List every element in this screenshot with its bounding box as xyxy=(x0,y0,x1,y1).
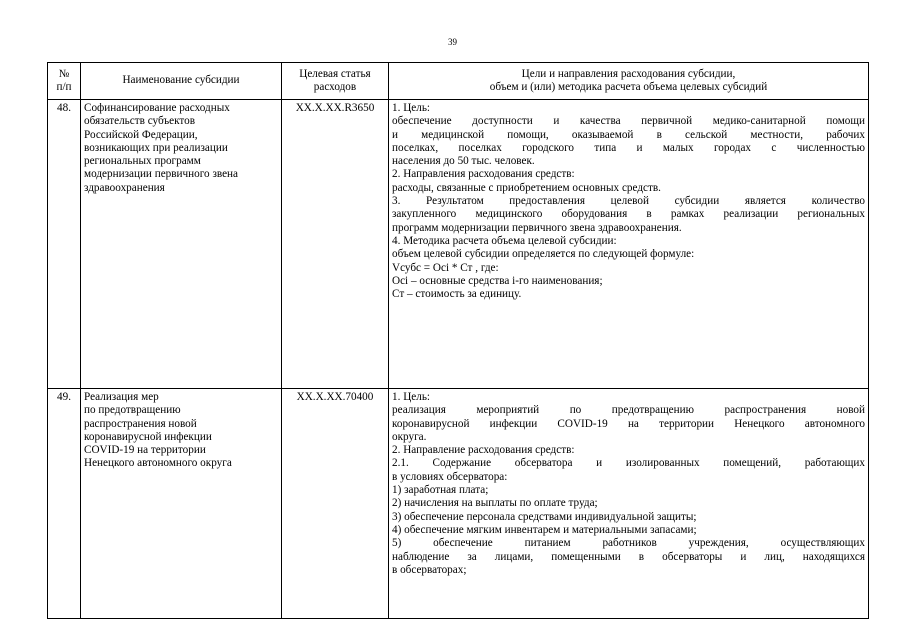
goal-text-line: 4. Методика расчета объема целевой субсидии: xyxy=(392,234,617,247)
header-goals-line: объем и (или) методика расчета объема целевых субсидий xyxy=(489,81,768,93)
expense-code: ХХ.Х.ХХ.R3650 xyxy=(282,100,389,389)
goals-cell xyxy=(389,100,869,389)
subsidy-name-line: по предотвращению xyxy=(84,404,181,417)
subsidy-name xyxy=(81,389,282,619)
goals-cell xyxy=(389,389,869,619)
header-name xyxy=(81,63,282,100)
table-header-row xyxy=(48,63,869,100)
subsidy-name-line: возникающих при реализации xyxy=(84,141,228,154)
header-num-line: п/п xyxy=(56,81,72,93)
subsidy-name xyxy=(81,100,282,389)
header-num-line: № xyxy=(58,67,70,80)
goal-text-line: 4) обеспечение мягким инвентарем и материальными запасами; xyxy=(392,523,697,536)
goal-text-line: 2. Направление расходования средств: xyxy=(392,444,575,457)
header-code xyxy=(282,63,389,100)
goal-text-line: 5) обеспечение питанием работников учреждения, осуществляющих xyxy=(392,537,865,550)
subsidy-name-line: Софинансирование расходных xyxy=(84,102,230,114)
table-row xyxy=(48,100,869,389)
header-goals xyxy=(389,63,869,100)
goal-text-line: в обсерваторах; xyxy=(392,563,467,576)
subsidy-name-line: региональных программ xyxy=(84,155,201,168)
goal-text-line: Ст – стоимость за единицу. xyxy=(392,288,522,301)
goal-text-line: 3) обеспечение персонала средствами индивидуальной защиты; xyxy=(392,510,697,523)
subsidy-name-line: распространения новой xyxy=(84,417,197,430)
subsidy-name-line: COVID-19 на территории xyxy=(84,444,206,457)
goal-text-line: в условиях обсерватора: xyxy=(392,470,508,483)
goal-text-line: наблюдение за лицами, помещенными в обсерваторы и лиц, находящихся xyxy=(392,550,865,563)
header-num xyxy=(48,63,81,100)
goal-text-line: закупленного медицинского оборудования в рамках реализации региональных xyxy=(392,208,865,221)
table-row xyxy=(48,389,869,619)
subsidy-name-line: здравоохранения xyxy=(84,181,165,194)
header-goals-line: Цели и направления расходования субсидии, xyxy=(521,67,736,80)
header-name-label: Наименование субсидии xyxy=(122,74,240,87)
subsidy-name-line: Реализация мер xyxy=(84,391,159,403)
goal-text-line: поселках, поселках городского типа и малых городах с численностью xyxy=(392,141,865,154)
goal-text-line: 2. Направления расходования средств: xyxy=(392,168,575,181)
goal-text-line: 3. Результатом предоставления целевой субсидии является количество xyxy=(392,195,865,208)
goal-text-line: и медицинской помощи, оказываемой в сельской местности, рабочих xyxy=(392,128,865,141)
goal-text-line: Vсубс = Осi * Ст , где: xyxy=(392,261,499,274)
goal-text-line: объем целевой субсидии определяется по следующей формуле: xyxy=(392,248,695,261)
subsidy-name-line: Российской Федерации, xyxy=(84,128,198,141)
goal-text-line: реализация мероприятий по предотвращению распространения новой xyxy=(392,404,865,417)
goal-text-line: 1. Цель: xyxy=(392,391,431,403)
row-number: 48. xyxy=(48,100,81,389)
header-code-line: расходов xyxy=(313,81,357,93)
subsidy-table xyxy=(47,62,869,619)
expense-code: ХХ.Х.ХХ.70400 xyxy=(282,389,389,619)
goal-text-line: 1) заработная плата; xyxy=(392,484,489,497)
row-number: 49. xyxy=(48,389,81,619)
goal-text-line: расходы, связанные с приобретением основных средств. xyxy=(392,181,661,194)
goal-text-line: обеспечение доступности и качества первичной медико-санитарной помощи xyxy=(392,115,865,128)
subsidy-name-line: обязательств субъектов xyxy=(84,115,196,128)
subsidy-name-line: Ненецкого автономного округа xyxy=(84,457,232,470)
subsidy-name-line: модернизации первичного звена xyxy=(84,168,238,181)
subsidy-name-line: коронавирусной инфекции xyxy=(84,430,212,443)
header-code-line: Целевая статья xyxy=(299,67,371,80)
page-number: 39 xyxy=(448,37,457,47)
goal-text-line: 2.1. Содержание обсерватора и изолированных помещений, работающих xyxy=(392,457,865,470)
goal-text-line: округа. xyxy=(392,430,427,443)
goal-text-line: 1. Цель: xyxy=(392,102,431,114)
goal-text-line: 2) начисления на выплаты по оплате труда; xyxy=(392,497,598,510)
goal-text-line: коронавирусной инфекции COVID-19 на территории Ненецкого автономного xyxy=(392,417,865,430)
goal-text-line: Осi – основные средства i-го наименования; xyxy=(392,274,603,287)
goal-text-line: населения до 50 тыс. человек. xyxy=(392,155,535,168)
goal-text-line: программ модернизации первичного звена здравоохранения. xyxy=(392,221,682,234)
